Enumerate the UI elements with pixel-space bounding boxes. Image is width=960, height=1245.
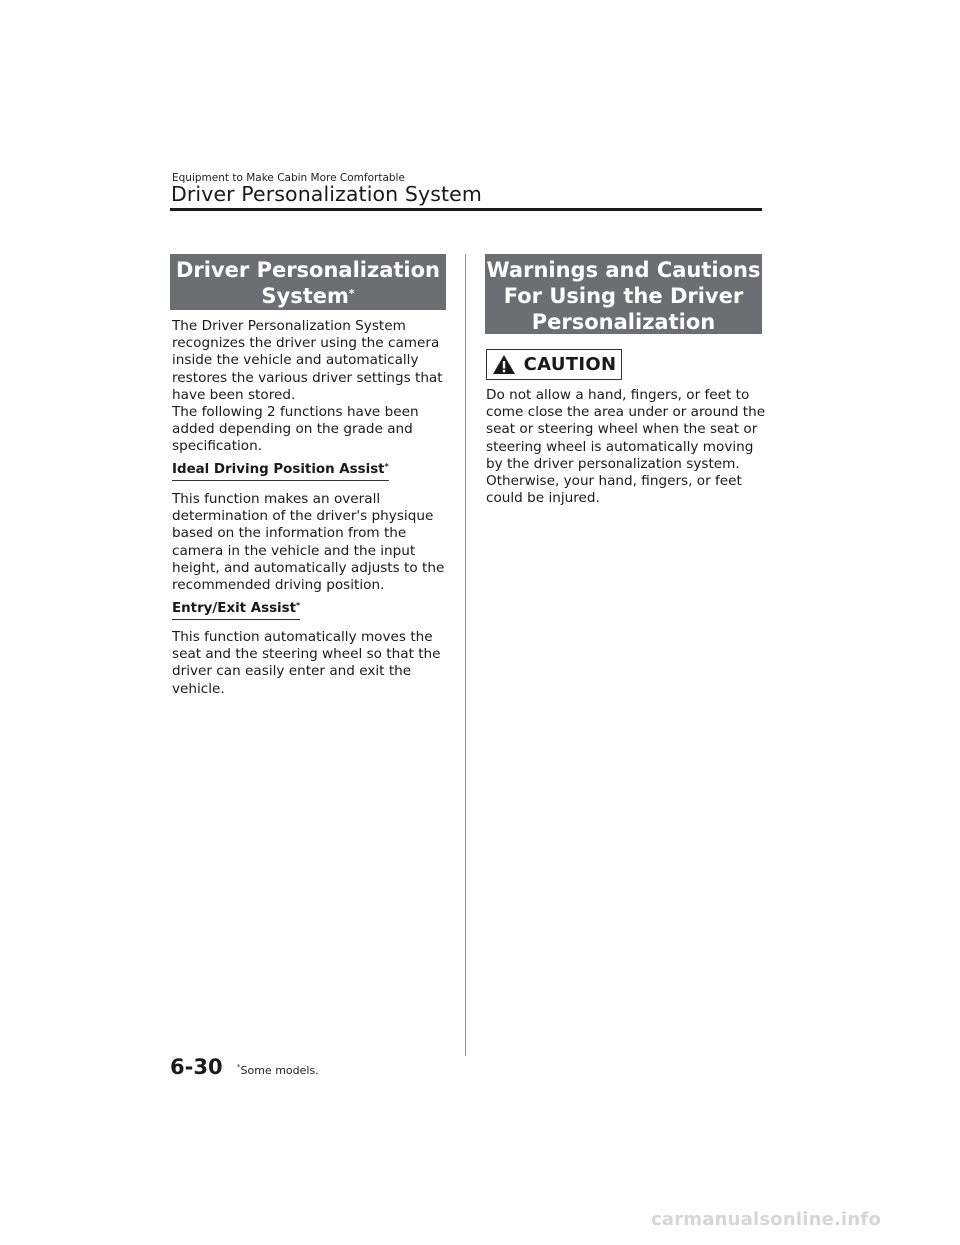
section-heading-box	[170, 254, 446, 310]
page-title: Driver Personalization System	[171, 182, 482, 206]
ideal-position-paragraph: This function makes an overall determination of the driver's physique based on the information from the camera in the vehicle and the input height, and automatically adjusts to the recommended driving position.	[172, 491, 445, 594]
section-heading-line2	[170, 283, 446, 309]
footnote-marker: *	[237, 1063, 241, 1071]
entry-exit-marker: *	[296, 601, 301, 610]
caution-box	[486, 349, 622, 380]
warnings-heading-box	[485, 254, 762, 360]
ideal-position-heading-text: Ideal Driving Position Assist	[172, 462, 385, 477]
entry-exit-heading-text: Entry/Exit Assist	[172, 601, 297, 616]
ideal-position-heading	[172, 462, 389, 481]
section-heading-system: System	[261, 284, 349, 308]
footnote-text: Some models.	[240, 1064, 319, 1077]
warnings-heading-line1: Warnings and Cautions	[486, 258, 761, 282]
column-divider	[465, 254, 466, 1056]
warnings-heading-line2: For Using the Driver	[503, 284, 744, 308]
intro-paragraph: The Driver Personalization System recognizes the driver using the camera inside the vehicle and automatically restores the various driver settings that have been stored. The following 2 functions have been added depending on the grade and specification.	[172, 318, 443, 455]
caution-label: CAUTION	[523, 354, 617, 375]
section-label: Equipment to Make Cabin More Comfortable	[172, 172, 405, 184]
watermark: carmanualsonline.info	[651, 1209, 882, 1230]
section-heading-line1: Driver Personalization	[175, 258, 441, 282]
warning-triangle-icon	[492, 354, 516, 375]
some-models-marker: *	[348, 287, 355, 300]
title-rule	[170, 208, 762, 211]
entry-exit-heading	[172, 601, 300, 620]
ideal-position-marker: *	[384, 462, 389, 471]
entry-exit-paragraph: This function automatically moves the seat and the steering wheel so that the driver can easily enter and exit the vehicle.	[172, 629, 441, 697]
page-number: 6-30	[170, 1055, 223, 1079]
warnings-heading-line3: Personalization System	[531, 310, 716, 360]
caution-paragraph: Do not allow a hand, fingers, or feet to come close the area under or around the seat or steering wheel when the seat or steering wheel is automatically moving by the driver personalization system. Otherwise, your hand, fingers, or feet could be injured.	[486, 387, 766, 507]
footnote	[237, 1064, 319, 1077]
